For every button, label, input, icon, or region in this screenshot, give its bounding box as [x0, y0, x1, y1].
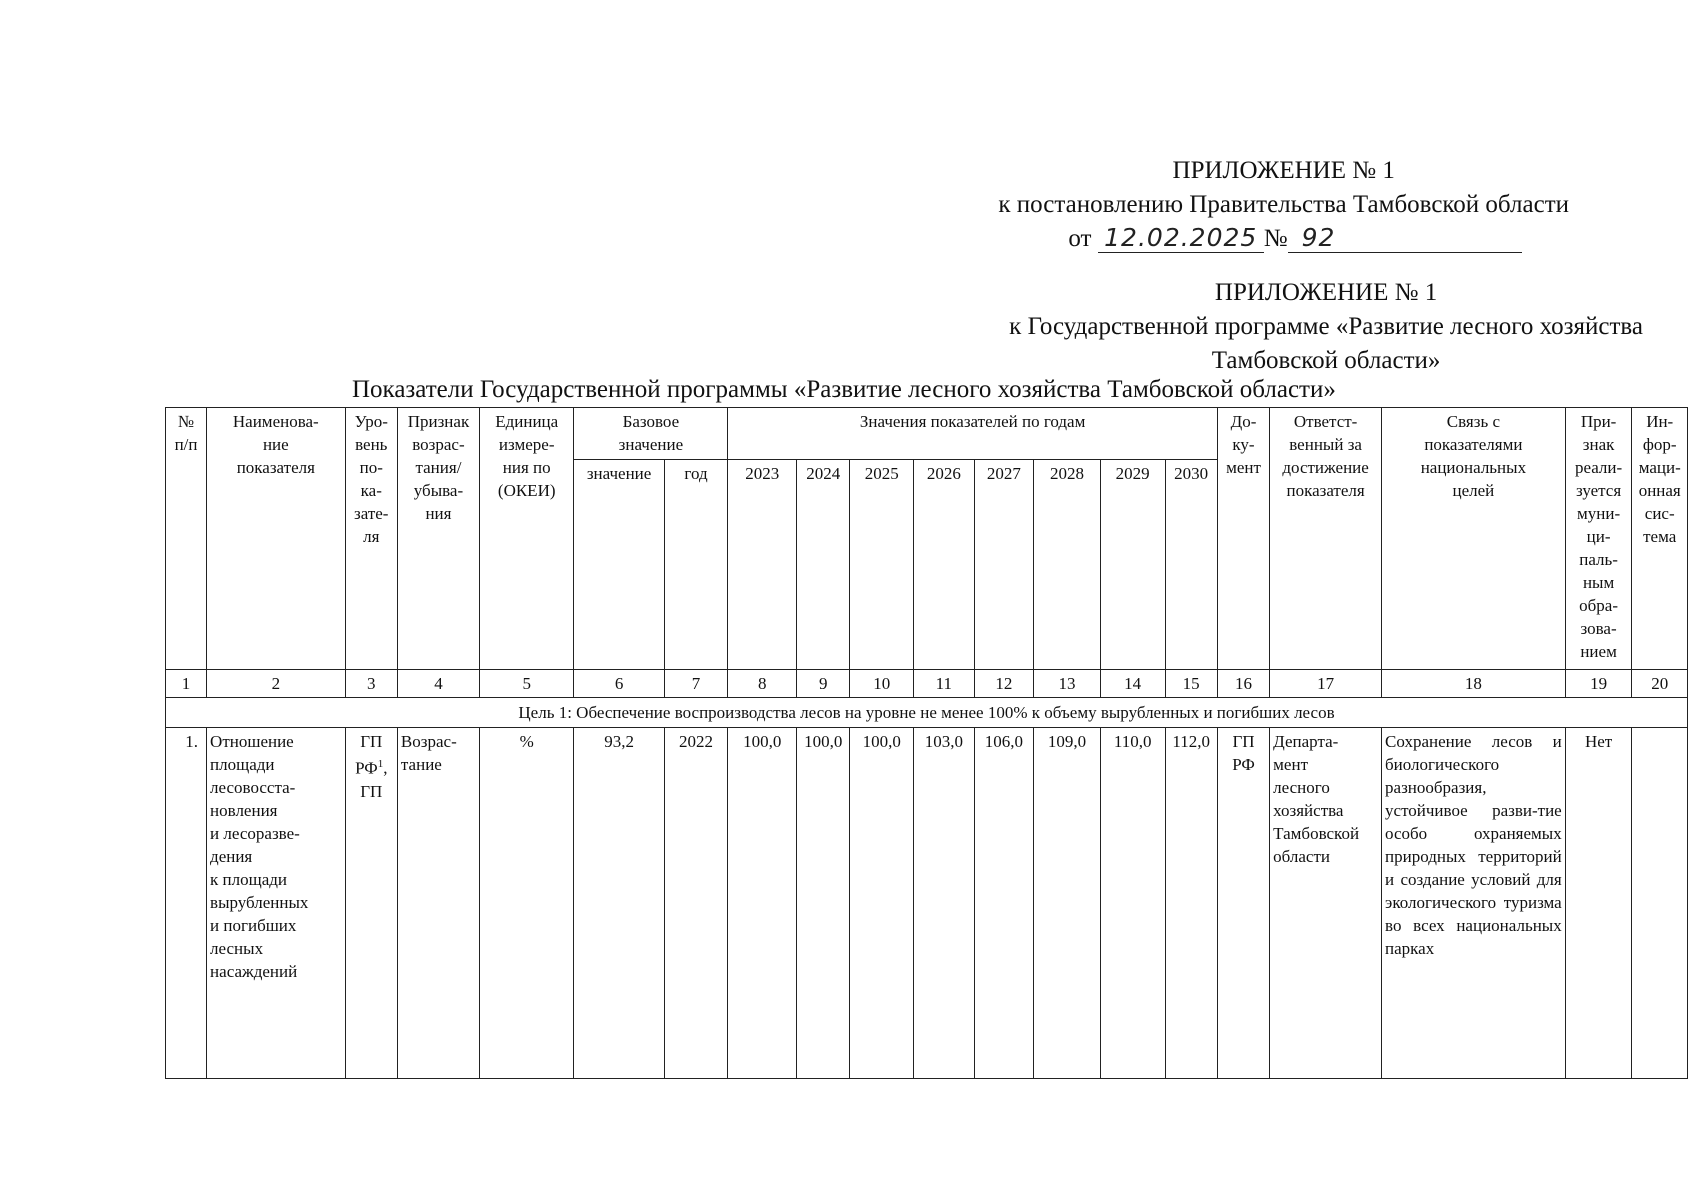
table-title: Показатели Государственной программы «Развитие лесного хозяйства Тамбовской области»	[352, 376, 1336, 403]
head-document: До- ку- мент	[1217, 408, 1269, 670]
head-trend: Признак возрас- тания/ убыва- ния	[397, 408, 479, 670]
handwritten-date: 12.02.2025	[1098, 224, 1264, 253]
appendix-title-2: ПРИЛОЖЕНИЕ № 1	[1214, 279, 1438, 306]
indicator-unit: %	[480, 728, 574, 1079]
head-year: 2023	[728, 460, 797, 670]
base-year: 2022	[664, 728, 728, 1079]
program-reference-cont: Тамбовской области»	[1211, 347, 1441, 374]
col-number: 11	[914, 670, 975, 698]
footnote-mark: 1	[377, 758, 384, 770]
head-base-value: значение	[574, 460, 664, 670]
head-national-goals: Связь с показателями национальных целей	[1382, 408, 1566, 670]
col-number: 17	[1270, 670, 1382, 698]
col-number: 20	[1632, 670, 1688, 698]
goal-row	[166, 698, 1688, 728]
indicator-level	[345, 728, 397, 1079]
base-value: 93,2	[574, 728, 664, 1079]
year-value: 100,0	[850, 728, 914, 1079]
row-num: 1.	[166, 728, 207, 1079]
col-number: 3	[345, 670, 397, 698]
head-year: 2025	[850, 460, 914, 670]
indicators-table	[165, 407, 1688, 1079]
year-value: 109,0	[1034, 728, 1101, 1079]
year-value: 100,0	[797, 728, 850, 1079]
level-part-b: , ГП	[360, 758, 388, 801]
handwritten-number: 92	[1288, 224, 1522, 253]
indicator-name: Отношение площади лесовосста- новления и лесоразве- дения к площади вырубленных и погибших лесных насаждений	[207, 728, 346, 1079]
col-number: 4	[397, 670, 479, 698]
col-number: 13	[1034, 670, 1101, 698]
municipal-flag: Нет	[1565, 728, 1632, 1079]
indicator-trend: Возрас- тание	[397, 728, 479, 1079]
head-name: Наименова- ние показателя	[207, 408, 346, 670]
head-year: 2027	[974, 460, 1034, 670]
level-part-a: ГП РФ	[355, 732, 383, 778]
year-value: 103,0	[914, 728, 975, 1079]
year-value: 100,0	[728, 728, 797, 1079]
col-number: 16	[1217, 670, 1269, 698]
ot-label: от	[1068, 225, 1092, 252]
appendix-title: ПРИЛОЖЕНИЕ № 1	[1172, 157, 1395, 184]
info-system-cell	[1632, 728, 1688, 1079]
number-label: №	[1263, 225, 1288, 252]
col-number: 12	[974, 670, 1034, 698]
head-years-group: Значения показателей по годам	[728, 408, 1217, 460]
head-responsible: Ответст- венный за достижение показателя	[1270, 408, 1382, 670]
column-numbers-row	[166, 670, 1688, 698]
table-row	[166, 728, 1688, 1079]
appendix-header-program	[1009, 276, 1643, 378]
col-number: 6	[574, 670, 664, 698]
program-reference: к Государственной программе «Развитие лесного хозяйства	[1009, 313, 1643, 340]
head-year: 2028	[1034, 460, 1101, 670]
col-number: 19	[1565, 670, 1632, 698]
col-number: 15	[1165, 670, 1217, 698]
col-number: 9	[797, 670, 850, 698]
col-number: 10	[850, 670, 914, 698]
year-value: 106,0	[974, 728, 1034, 1079]
goal-text: Цель 1: Обеспечение воспроизводства лесов на уровне не менее 100% к объему вырубленных и погибших лесов	[166, 698, 1688, 728]
col-number: 1	[166, 670, 207, 698]
col-number: 7	[664, 670, 728, 698]
national-goal-link: Сохранение лесов и биологического разнообразия, устойчивое разви-тие особо охраняемых природных территорий и создание условий для экологического туризма во всех национальных парках	[1382, 728, 1566, 1079]
head-year: 2026	[914, 460, 975, 670]
head-year: 2030	[1165, 460, 1217, 670]
head-year: 2024	[797, 460, 850, 670]
col-number: 8	[728, 670, 797, 698]
head-num: № п/п	[166, 408, 207, 670]
responsible-cell: Департа- мент лесного хозяйства Тамбовской области	[1270, 728, 1382, 1079]
head-base-year: год	[664, 460, 728, 670]
head-level: Уро- вень по- ка- зате- ля	[345, 408, 397, 670]
col-number: 14	[1100, 670, 1165, 698]
year-value: 110,0	[1100, 728, 1165, 1079]
head-info-system: Ин- фор- маци- онная сис- тема	[1632, 408, 1688, 670]
head-base: Базовое значение	[574, 408, 728, 460]
head-unit: Единица измере- ния по (ОКЕИ)	[480, 408, 574, 670]
head-municipal: При- знак реали- зуется муни- ци- паль- ным обра- зова- нием	[1565, 408, 1632, 670]
year-value: 112,0	[1165, 728, 1217, 1079]
head-year: 2029	[1100, 460, 1165, 670]
header-row-1	[166, 408, 1688, 460]
col-number: 5	[480, 670, 574, 698]
decree-reference: к постановлению Правительства Тамбовской области	[998, 191, 1569, 218]
appendix-header-decree	[998, 154, 1569, 256]
document-cell: ГП РФ	[1217, 728, 1269, 1079]
col-number: 2	[207, 670, 346, 698]
col-number: 18	[1382, 670, 1566, 698]
decree-date-line	[998, 222, 1569, 256]
